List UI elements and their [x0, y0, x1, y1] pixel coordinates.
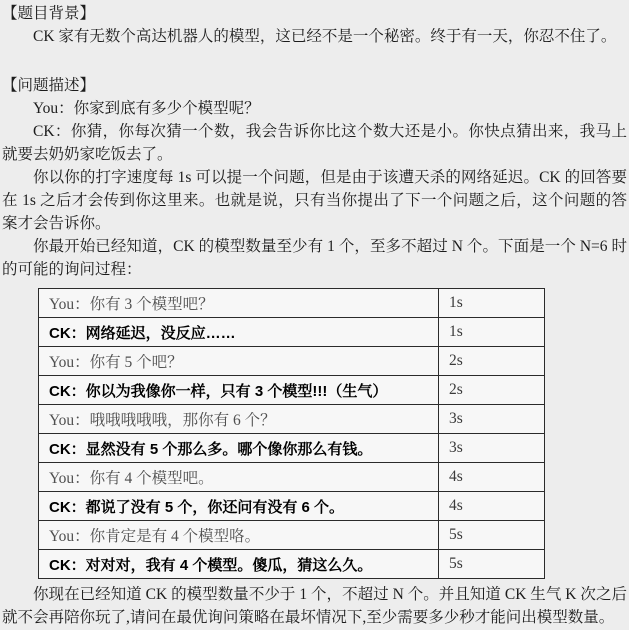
table-row	[39, 347, 545, 376]
time-cell: 1s	[439, 289, 545, 318]
dialog-text-cell: You：你有 5 个吧？	[39, 347, 439, 376]
dialog-text-cell: CK：网络延迟，没反应……	[39, 318, 439, 347]
time-cell: 4s	[439, 463, 545, 492]
time-cell: 3s	[439, 434, 545, 463]
time-cell: 2s	[439, 376, 545, 405]
time-cell: 2s	[439, 347, 545, 376]
time-cell: 3s	[439, 405, 545, 434]
table-row	[39, 492, 545, 521]
dialog-text-cell: CK：都说了没有 5 个，你还问有没有 6 个。	[39, 492, 439, 521]
table-row	[39, 463, 545, 492]
table-row	[39, 550, 545, 579]
closing-question-paragraph: 你现在已经知道 CK 的模型数量不少于 1 个，不超过 N 个。并且知道 CK 生气 K 次之后就不会再陪你玩了,请问在最优询问策略在最坏情况下,至少需要多少秒才能问出模型数量。	[2, 586, 627, 626]
dialog-text-cell: You：你有 3 个模型吧？	[39, 289, 439, 318]
time-cell: 1s	[439, 318, 545, 347]
dialog-text-cell: CK：显然没有 5 个那么多。哪个像你那么有钱。	[39, 434, 439, 463]
time-cell: 4s	[439, 492, 545, 521]
table-row	[39, 318, 545, 347]
background-section-heading: 【题目背景】	[2, 5, 96, 22]
typing-speed-paragraph: 你以你的打字速度每 1s 可以提一个问题，但是由于该遭天杀的网络延迟。CK 的回答要在 1s 之后才会传到你这里来。也就是说，只有当你提出了下一个问题之后，这个问题的答案才会告诉你。	[2, 169, 627, 232]
dialog-intro-ck-line: CK：你猜，你每次猜一个数，我会告诉你比这个数大还是小。你快点猜出来，我马上就要去奶奶家吃饭去了。	[2, 123, 627, 163]
table-row	[39, 289, 545, 318]
table-row	[39, 405, 545, 434]
time-cell: 5s	[439, 550, 545, 579]
description-section-heading: 【问题描述】	[2, 77, 96, 94]
known-range-paragraph: 你最开始已经知道，CK 的模型数量至少有 1 个，至多不超过 N 个。下面是一个 N=6 时的可能的询问过程：	[2, 238, 627, 278]
dialog-table	[38, 288, 545, 579]
table-row	[39, 521, 545, 550]
dialog-text-cell: CK：你以为我像你一样，只有 3 个模型!!!（生气）	[39, 376, 439, 405]
background-paragraph: CK 家有无数个高达机器人的模型，这已经不是一个秘密。终于有一天，你忍不住了。	[33, 28, 617, 45]
dialog-text-cell: CK：对对对，我有 4 个模型。傻瓜，猜这么久。	[39, 550, 439, 579]
dialog-intro-you-line: You：你家到底有多少个模型呢？	[33, 100, 260, 117]
time-cell: 5s	[439, 521, 545, 550]
dialog-text-cell: You：哦哦哦哦哦，那你有 6 个？	[39, 405, 439, 434]
table-row	[39, 376, 545, 405]
dialog-text-cell: You：你肯定是有 4 个模型咯。	[39, 521, 439, 550]
dialog-table-body	[39, 289, 545, 579]
table-row	[39, 434, 545, 463]
dialog-text-cell: You：你有 4 个模型吧。	[39, 463, 439, 492]
